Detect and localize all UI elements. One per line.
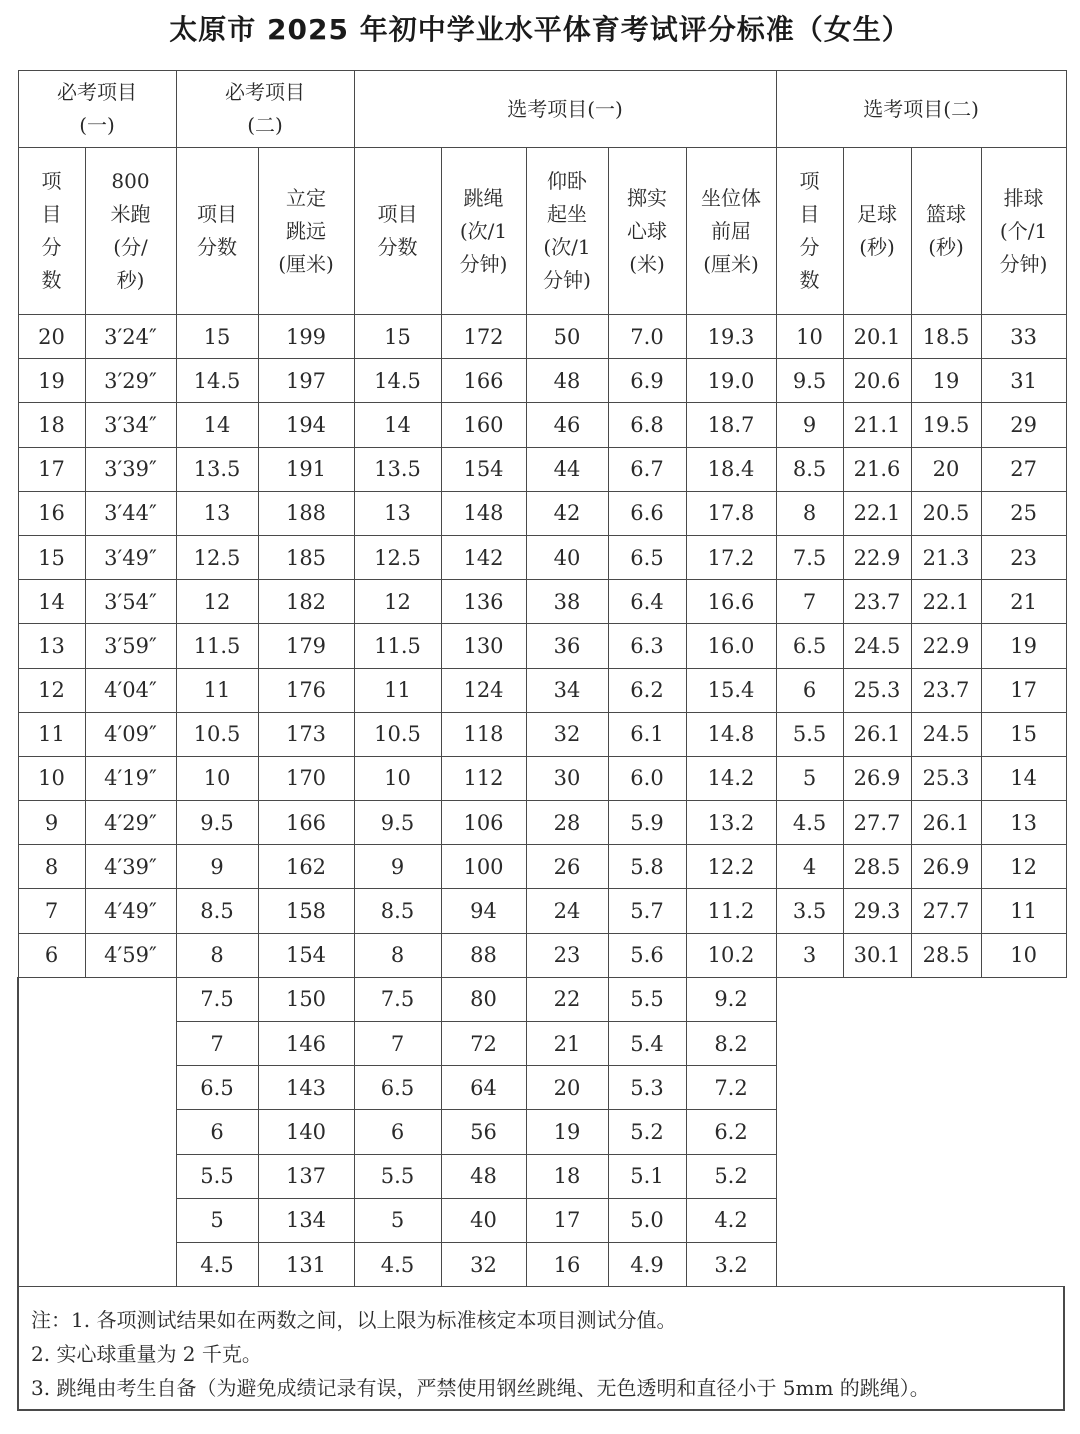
table-cell: 7.0: [608, 315, 686, 359]
table-cell: 11.5: [354, 624, 441, 668]
table-cell: 3′49″: [85, 535, 176, 579]
table-cell: 20: [18, 315, 85, 359]
table-cell: 158: [258, 889, 354, 933]
table-cell: 8: [776, 491, 843, 535]
table-cell: 30.1: [843, 933, 911, 977]
table-cell: 4.5: [776, 801, 843, 845]
table-cell: 8: [176, 933, 258, 977]
table-row: [18, 403, 1066, 447]
table-row: [18, 712, 1066, 756]
table-cell: 19.5: [911, 403, 981, 447]
table-cell: 170: [258, 756, 354, 800]
table-cell: 64: [441, 1066, 526, 1110]
table-cell: 20: [911, 447, 981, 491]
col-header-medicine-ball: 掷实 心球 (米): [608, 148, 686, 315]
note-1: 注：1. 各项测试结果如在两数之间，以上限为标准核定本项目测试分值。: [31, 1308, 677, 1332]
table-cell: 14.5: [176, 359, 258, 403]
table-cell: 27: [981, 447, 1066, 491]
table-cell: 4′29″: [85, 801, 176, 845]
table-cell: 14: [18, 580, 85, 624]
table-cell: 6.4: [608, 580, 686, 624]
table-cell: 162: [258, 845, 354, 889]
table-cell: 7: [176, 1022, 258, 1066]
table-row: [18, 491, 1066, 535]
table-cell: 33: [981, 315, 1066, 359]
table-row: [18, 580, 1066, 624]
table-cell: 15: [176, 315, 258, 359]
table-cell: 13: [176, 491, 258, 535]
table-cell: 4′04″: [85, 668, 176, 712]
table-cell: 10: [18, 756, 85, 800]
table-cell: 13: [354, 491, 441, 535]
table-cell: 22: [526, 977, 608, 1021]
table-cell: 140: [258, 1110, 354, 1154]
table-cell: 50: [526, 315, 608, 359]
table-cell: 3′29″: [85, 359, 176, 403]
table-cell: 5.4: [608, 1022, 686, 1066]
table-cell: 12: [18, 668, 85, 712]
note-2: 2. 实心球重量为 2 千克。: [31, 1342, 262, 1366]
table-cell: 20.6: [843, 359, 911, 403]
table-cell: 5.5: [776, 712, 843, 756]
table-cell: 5.9: [608, 801, 686, 845]
table-cell: 6.2: [608, 668, 686, 712]
table-cell: 3.2: [686, 1242, 776, 1286]
table-cell: 10.5: [176, 712, 258, 756]
table-row: [18, 535, 1066, 579]
table-cell: 14.2: [686, 756, 776, 800]
table-cell: 15: [981, 712, 1066, 756]
table-cell: 15: [18, 535, 85, 579]
table-cell: 11.2: [686, 889, 776, 933]
table-cell: 3′44″: [85, 491, 176, 535]
table-cell: 15: [354, 315, 441, 359]
table-cell: 9: [176, 845, 258, 889]
table-cell: 94: [441, 889, 526, 933]
table-cell: 28.5: [843, 845, 911, 889]
table-cell: 20.1: [843, 315, 911, 359]
table-cell: 19.0: [686, 359, 776, 403]
table-cell: 72: [441, 1022, 526, 1066]
table-cell: 124: [441, 668, 526, 712]
table-cell: 31: [981, 359, 1066, 403]
table-cell: 9.5: [176, 801, 258, 845]
table-cell: 9.5: [776, 359, 843, 403]
table-cell: 13.2: [686, 801, 776, 845]
table-row: [18, 315, 1066, 359]
table-cell: 3: [776, 933, 843, 977]
table-cell: 28.5: [911, 933, 981, 977]
table-cell: 8: [18, 845, 85, 889]
table-cell: 19: [18, 359, 85, 403]
table-row: [18, 889, 1066, 933]
table-cell: 197: [258, 359, 354, 403]
table-cell: 6.9: [608, 359, 686, 403]
table-cell: 12: [354, 580, 441, 624]
table-cell: 6.0: [608, 756, 686, 800]
table-cell: 10.2: [686, 933, 776, 977]
table-cell: 12.5: [176, 535, 258, 579]
note-3: 3. 跳绳由考生自备（为避免成绩记录有误，严禁使用钢丝跳绳、无色透明和直径小于 5mm 的跳绳）。: [31, 1376, 930, 1400]
table-cell: 176: [258, 668, 354, 712]
table-cell: 19: [911, 359, 981, 403]
table-cell: 10: [981, 933, 1066, 977]
table-cell: 38: [526, 580, 608, 624]
table-cell: 21: [526, 1022, 608, 1066]
table-cell: 194: [258, 403, 354, 447]
col-header-rope-skipping: 跳绳 (次/1 分钟): [441, 148, 526, 315]
table-cell: 22.1: [911, 580, 981, 624]
table-cell: 6.6: [608, 491, 686, 535]
table-cell: 146: [258, 1022, 354, 1066]
table-cell: 5.1: [608, 1154, 686, 1198]
table-cell: 12.2: [686, 845, 776, 889]
table-cell: 13: [18, 624, 85, 668]
table-cell: 9: [18, 801, 85, 845]
table-cell: 20.5: [911, 491, 981, 535]
table-cell: 26: [526, 845, 608, 889]
table-row: [18, 977, 1066, 1021]
table-cell: 18: [18, 403, 85, 447]
table-cell: 160: [441, 403, 526, 447]
table-cell: 185: [258, 535, 354, 579]
table-cell: 9.5: [354, 801, 441, 845]
table-cell: 15.4: [686, 668, 776, 712]
table-cell: 6: [18, 933, 85, 977]
table-cell: 24: [526, 889, 608, 933]
table-cell: 11: [354, 668, 441, 712]
table-body: [18, 315, 1066, 1287]
table-cell: 131: [258, 1242, 354, 1286]
group-required-2: 必考项目 (二): [176, 71, 354, 148]
scoring-table: [17, 70, 1067, 1287]
table-cell: 36: [526, 624, 608, 668]
table-cell: 44: [526, 447, 608, 491]
table-cell: 24.5: [911, 712, 981, 756]
table-cell: 27.7: [911, 889, 981, 933]
table-row: [18, 447, 1066, 491]
table-cell: 40: [526, 535, 608, 579]
table-cell: 16: [526, 1242, 608, 1286]
table-row: [18, 359, 1066, 403]
group-optional-2: 选考项目(二): [776, 71, 1066, 148]
table-cell: 13: [981, 801, 1066, 845]
table-cell: 4.9: [608, 1242, 686, 1286]
table-cell: 5.7: [608, 889, 686, 933]
table-cell: 118: [441, 712, 526, 756]
empty-area: [776, 977, 1066, 1286]
table-cell: 13.5: [354, 447, 441, 491]
table-cell: 191: [258, 447, 354, 491]
table-cell: 21.3: [911, 535, 981, 579]
table-cell: 3′54″: [85, 580, 176, 624]
table-cell: 7: [776, 580, 843, 624]
table-cell: 23: [526, 933, 608, 977]
table-cell: 19.3: [686, 315, 776, 359]
table-cell: 21.6: [843, 447, 911, 491]
table-cell: 106: [441, 801, 526, 845]
table-cell: 142: [441, 535, 526, 579]
table-cell: 3′59″: [85, 624, 176, 668]
table-cell: 5: [354, 1198, 441, 1242]
table-cell: 148: [441, 491, 526, 535]
table-cell: 7.2: [686, 1066, 776, 1110]
table-cell: 25: [981, 491, 1066, 535]
col-header-standing-long-jump: 立定 跳远 (厘米): [258, 148, 354, 315]
table-cell: 173: [258, 712, 354, 756]
table-cell: 34: [526, 668, 608, 712]
table-cell: 21.1: [843, 403, 911, 447]
table-cell: 7.5: [776, 535, 843, 579]
table-cell: 17.2: [686, 535, 776, 579]
table-cell: 5: [776, 756, 843, 800]
table-cell: 7.5: [176, 977, 258, 1021]
table-cell: 154: [258, 933, 354, 977]
table-cell: 7: [354, 1022, 441, 1066]
table-cell: 4.2: [686, 1198, 776, 1242]
table-cell: 6.3: [608, 624, 686, 668]
table-cell: 6.2: [686, 1110, 776, 1154]
table-cell: 6.7: [608, 447, 686, 491]
table-row: [18, 668, 1066, 712]
table-cell: 6.5: [176, 1066, 258, 1110]
table-cell: 3′34″: [85, 403, 176, 447]
table-cell: 3′39″: [85, 447, 176, 491]
table-cell: 134: [258, 1198, 354, 1242]
table-cell: 100: [441, 845, 526, 889]
col-header-basketball: 篮球 (秒): [911, 148, 981, 315]
table-cell: 18.5: [911, 315, 981, 359]
table-cell: 22.9: [911, 624, 981, 668]
table-cell: 22.1: [843, 491, 911, 535]
table-cell: 26.9: [911, 845, 981, 889]
col-header-800m-run: 800 米跑 (分/ 秒): [85, 148, 176, 315]
table-row: [18, 933, 1066, 977]
table-cell: 5.5: [354, 1154, 441, 1198]
table-cell: 3′24″: [85, 315, 176, 359]
table-cell: 137: [258, 1154, 354, 1198]
table-cell: 6: [354, 1110, 441, 1154]
table-cell: 12: [176, 580, 258, 624]
table-cell: 8: [354, 933, 441, 977]
table-cell: 5.2: [608, 1110, 686, 1154]
table-cell: 17.8: [686, 491, 776, 535]
table-cell: 188: [258, 491, 354, 535]
col-header-football: 足球 (秒): [843, 148, 911, 315]
table-cell: 30: [526, 756, 608, 800]
table-cell: 4′19″: [85, 756, 176, 800]
table-row: [18, 756, 1066, 800]
table-cell: 10: [776, 315, 843, 359]
table-cell: 6.5: [776, 624, 843, 668]
col-header-volleyball: 排球 (个/1 分钟): [981, 148, 1066, 315]
table-cell: 42: [526, 491, 608, 535]
table-cell: 19: [981, 624, 1066, 668]
table-cell: 9.2: [686, 977, 776, 1021]
table-cell: 14: [176, 403, 258, 447]
table-cell: 16: [18, 491, 85, 535]
table-cell: 4.5: [176, 1242, 258, 1286]
table-cell: 4′59″: [85, 933, 176, 977]
table-cell: 48: [526, 359, 608, 403]
table-cell: 4′09″: [85, 712, 176, 756]
table-cell: 48: [441, 1154, 526, 1198]
col-header-sit-and-reach: 坐位体 前屈 (厘米): [686, 148, 776, 315]
table-cell: 20: [526, 1066, 608, 1110]
table-cell: 80: [441, 977, 526, 1021]
table-cell: 23: [981, 535, 1066, 579]
table-cell: 16.0: [686, 624, 776, 668]
table-cell: 5.0: [608, 1198, 686, 1242]
table-cell: 150: [258, 977, 354, 1021]
table-cell: 11: [981, 889, 1066, 933]
table-cell: 179: [258, 624, 354, 668]
table-cell: 199: [258, 315, 354, 359]
table-cell: 4.5: [354, 1242, 441, 1286]
col-header-score-3: 项目 分数: [354, 148, 441, 315]
table-cell: 14: [981, 756, 1066, 800]
table-cell: 29.3: [843, 889, 911, 933]
table-cell: 112: [441, 756, 526, 800]
table-cell: 5.5: [176, 1154, 258, 1198]
table-cell: 8.5: [776, 447, 843, 491]
table-cell: 6.5: [608, 535, 686, 579]
table-cell: 5.3: [608, 1066, 686, 1110]
table-cell: 14: [354, 403, 441, 447]
table-cell: 6: [776, 668, 843, 712]
table-cell: 16.6: [686, 580, 776, 624]
table-cell: 29: [981, 403, 1066, 447]
page-title: 太原市 2025 年初中学业水平体育考试评分标准（女生）: [169, 13, 911, 46]
table-cell: 172: [441, 315, 526, 359]
group-optional-1: 选考项目(一): [354, 71, 776, 148]
table-cell: 18.4: [686, 447, 776, 491]
table-cell: 5.6: [608, 933, 686, 977]
table-cell: 143: [258, 1066, 354, 1110]
table-cell: 7: [18, 889, 85, 933]
table-cell: 18.7: [686, 403, 776, 447]
col-header-score-4: 项 目 分 数: [776, 148, 843, 315]
table-cell: 7.5: [354, 977, 441, 1021]
table-cell: 4′49″: [85, 889, 176, 933]
table-cell: 26.1: [843, 712, 911, 756]
empty-area: [18, 977, 176, 1286]
table-cell: 21: [981, 580, 1066, 624]
table-cell: 27.7: [843, 801, 911, 845]
table-cell: 24.5: [843, 624, 911, 668]
table-cell: 32: [526, 712, 608, 756]
col-header-score-1: 项 目 分 数: [18, 148, 85, 315]
table-cell: 6: [176, 1110, 258, 1154]
table-cell: 18: [526, 1154, 608, 1198]
table-cell: 4′39″: [85, 845, 176, 889]
table-cell: 8.2: [686, 1022, 776, 1066]
table-cell: 17: [526, 1198, 608, 1242]
table-cell: 9: [776, 403, 843, 447]
table-cell: 6.1: [608, 712, 686, 756]
table-cell: 11.5: [176, 624, 258, 668]
group-header-row: [18, 71, 1066, 148]
table-cell: 25.3: [911, 756, 981, 800]
table-cell: 26.9: [843, 756, 911, 800]
table-cell: 46: [526, 403, 608, 447]
notes-section: [17, 1286, 1065, 1411]
table-cell: 10: [176, 756, 258, 800]
table-cell: 130: [441, 624, 526, 668]
table-cell: 10.5: [354, 712, 441, 756]
table-cell: 5.2: [686, 1154, 776, 1198]
table-cell: 5.5: [608, 977, 686, 1021]
table-cell: 17: [18, 447, 85, 491]
table-cell: 40: [441, 1198, 526, 1242]
table-cell: 5.8: [608, 845, 686, 889]
table-cell: 4: [776, 845, 843, 889]
table-cell: 5: [176, 1198, 258, 1242]
table-cell: 166: [441, 359, 526, 403]
table-cell: 154: [441, 447, 526, 491]
table-cell: 11: [176, 668, 258, 712]
table-cell: 56: [441, 1110, 526, 1154]
table-cell: 11: [18, 712, 85, 756]
table-cell: 9: [354, 845, 441, 889]
table-cell: 25.3: [843, 668, 911, 712]
table-cell: 12: [981, 845, 1066, 889]
table-cell: 26.1: [911, 801, 981, 845]
table-row: [18, 624, 1066, 668]
table-row: [18, 845, 1066, 889]
table-cell: 23.7: [843, 580, 911, 624]
col-header-score-2: 项目 分数: [176, 148, 258, 315]
table-cell: 14.5: [354, 359, 441, 403]
table-cell: 166: [258, 801, 354, 845]
table-cell: 12.5: [354, 535, 441, 579]
table-cell: 8.5: [176, 889, 258, 933]
table-cell: 136: [441, 580, 526, 624]
table-cell: 19: [526, 1110, 608, 1154]
table-cell: 17: [981, 668, 1066, 712]
table-cell: 3.5: [776, 889, 843, 933]
table-cell: 13.5: [176, 447, 258, 491]
table-row: [18, 801, 1066, 845]
table-cell: 28: [526, 801, 608, 845]
table-cell: 88: [441, 933, 526, 977]
table-cell: 23.7: [911, 668, 981, 712]
table-cell: 6.8: [608, 403, 686, 447]
table-cell: 32: [441, 1242, 526, 1286]
col-header-sit-ups: 仰卧 起坐 (次/1 分钟): [526, 148, 608, 315]
group-required-1: 必考项目 (一): [18, 71, 176, 148]
table-cell: 10: [354, 756, 441, 800]
table-cell: 182: [258, 580, 354, 624]
table-cell: 8.5: [354, 889, 441, 933]
table-cell: 22.9: [843, 535, 911, 579]
table-cell: 14.8: [686, 712, 776, 756]
column-header-row: [18, 148, 1066, 315]
table-cell: 6.5: [354, 1066, 441, 1110]
